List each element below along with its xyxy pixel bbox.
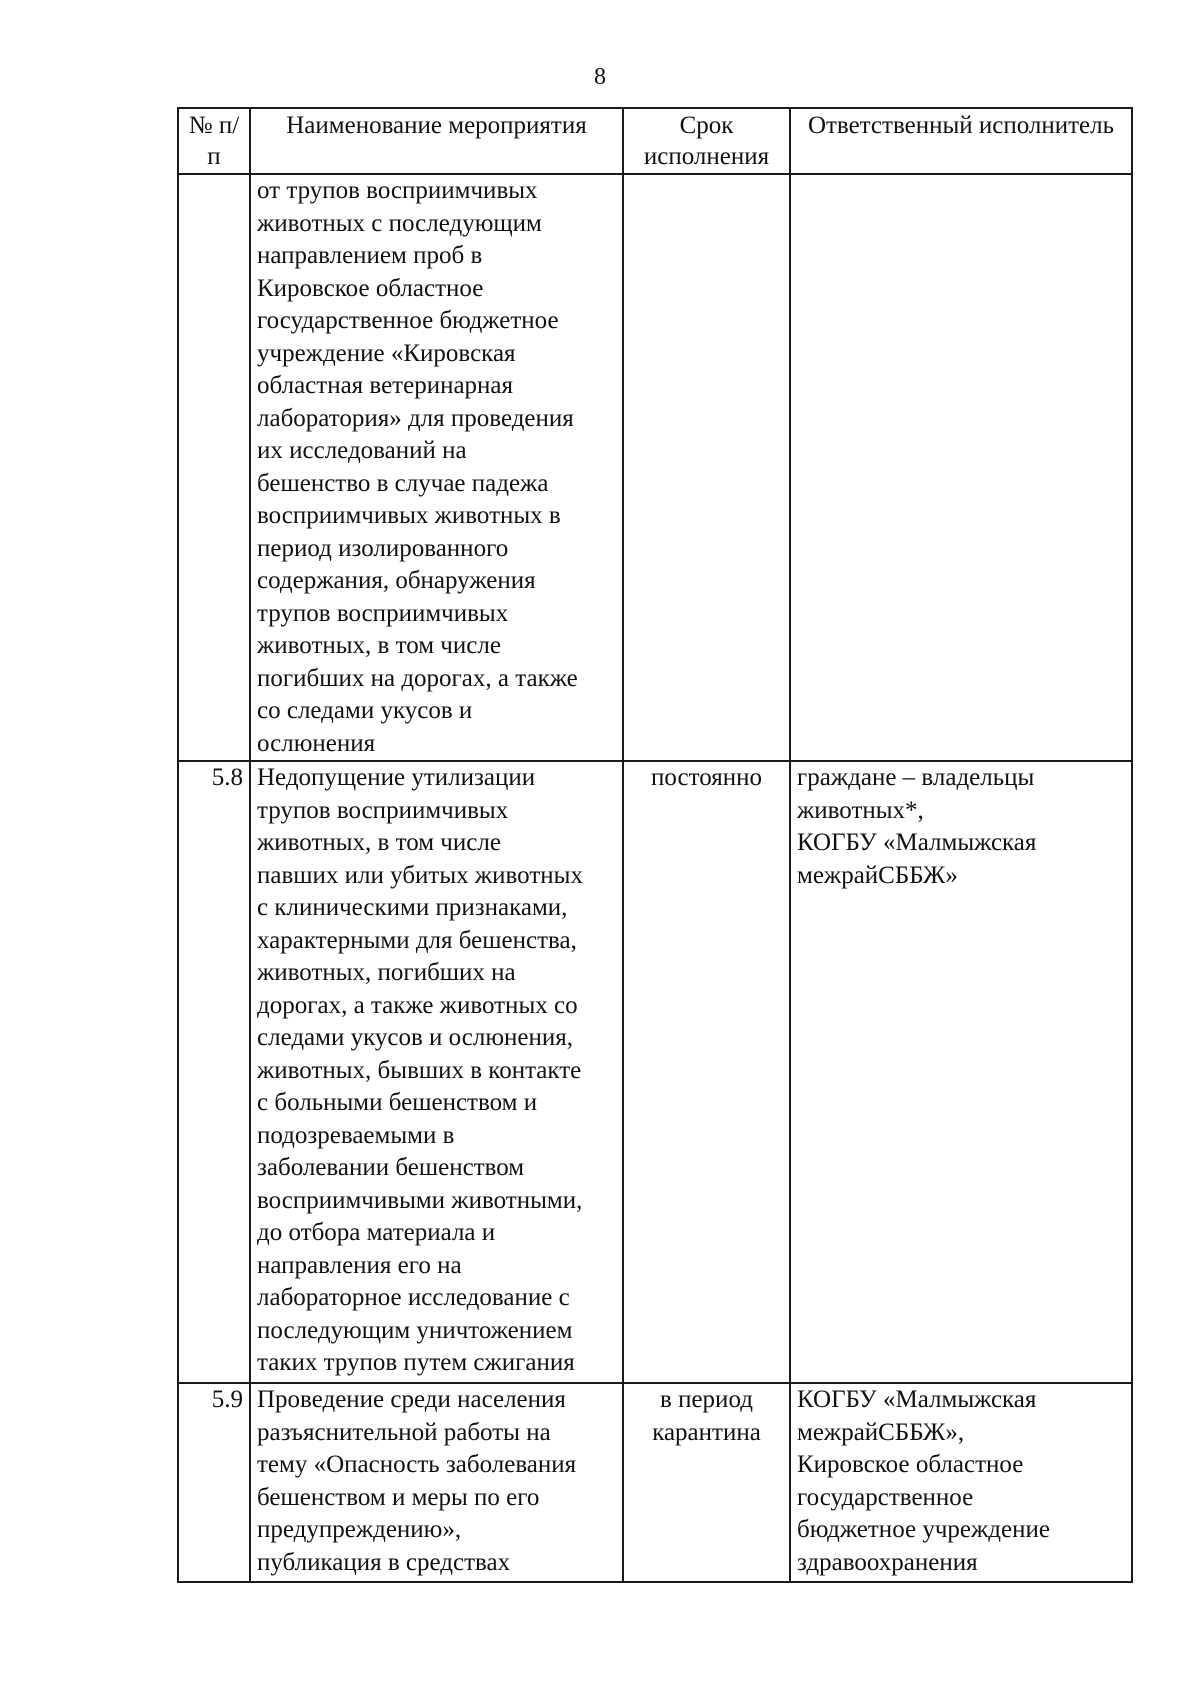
row-activity-name: Недопущение утилизации трупов восприимчивых животных, в том числе павших или убитых животных с клиническими признаками, характерными для бешенства, животных, погибших на дорогах, а также животных со следами укусов и ослюнения, животных, бывших в контакте с больными бешенством и подозреваемыми в заболевании бешенством восприимчивыми животными, до отбора материала и направления его на лабораторное исследование с последующим уничтожением таких трупов путем сжигания [250,761,623,1383]
table-header-row [178,108,1132,174]
row-activity-name: от трупов восприимчивых животных с последующим направлением проб в Кировское областное государственное бюджетное учреждение «Кировская областная ветеринарная лаборатория» для проведения их исследований на бешенство в случае падежа восприимчивых животных в период изолированного содержания, обнаружения трупов восприимчивых животных, в том числе погибших на дорогах, а также со следами укусов и ослюнения [250,174,623,761]
header-responsible: Ответственный исполнитель [790,108,1132,174]
row-number [178,174,250,761]
header-activity-name: Наименование мероприятия [250,108,623,174]
row-term: постоянно [623,761,790,1383]
row-activity-name: Проведение среди населения разъяснительной работы на тему «Опасность заболевания бешенством и меры по его предупреждению», публикация в средствах [250,1383,623,1582]
row-term: в период карантина [623,1383,790,1582]
page-number: 8 [594,64,606,90]
table-row [178,1383,1132,1582]
activities-table [177,107,1133,1583]
table-row [178,174,1132,761]
row-responsible: КОГБУ «Малмыжская межрайСББЖ», Кировское областное государственное бюджетное учреждение здравоохранения [790,1383,1132,1582]
row-term [623,174,790,761]
row-responsible: граждане – владельцы животных*, КОГБУ «Малмыжская межрайСББЖ» [790,761,1132,1383]
row-number: 5.9 [178,1383,250,1582]
header-term: Срок исполнения [623,108,790,174]
row-responsible [790,174,1132,761]
header-number: № п/п [178,108,250,174]
row-number: 5.8 [178,761,250,1383]
table-row [178,761,1132,1383]
